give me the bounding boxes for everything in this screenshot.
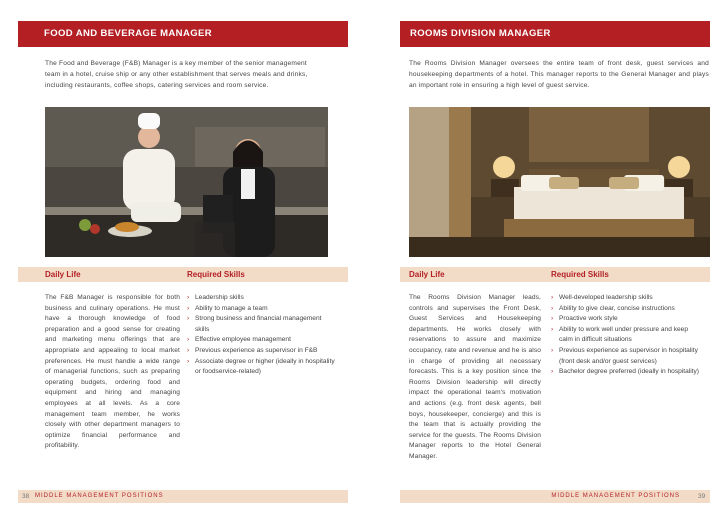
right-required-skills-heading: Required Skills	[551, 270, 609, 279]
skill-item: › Ability to give clear, concise instructions	[551, 304, 701, 315]
skill-item: › Proactive work style	[551, 314, 701, 325]
right-daily-life-band	[400, 267, 546, 282]
right-daily-life-text: The Rooms Division Manager leads, controls and supervises the Front Desk, Guest Services and Housekeeping departments. He works closely with reservations to assure and maximize occupancy, rate and revenue and he is also in charge of providing all necessary forecasts. This is a key position since the Rooms Division leadership will directly impact the operational team's motivation and actions (e.g. front desk agents, bell boys, housekeeper, concierge) and this is the team that is actually providing the service for the guests. The Rooms Division Manager reports to the Hotel General Manager.	[409, 294, 541, 460]
left-required-skills-heading: Required Skills	[187, 270, 245, 279]
skill-item: › Leadership skills	[187, 293, 337, 304]
skill-item: › Associate degree or higher (ideally in hospitality or foodservice-related)	[187, 357, 337, 378]
left-intro-line: The Food and Beverage (F&B) Manager is a key member of the senior management	[45, 60, 307, 67]
skill-item: › Strong business and financial management skills	[187, 314, 337, 335]
left-page-title: FOOD AND BEVERAGE MANAGER	[44, 28, 212, 39]
left-required-skills-band	[182, 267, 348, 282]
hotel-room-photo	[409, 107, 710, 257]
skill-item: › Effective employee management	[187, 335, 337, 346]
right-page-title: ROOMS DIVISION MANAGER	[410, 28, 551, 39]
left-daily-life-text: The F&B Manager is responsible for both business and culinary operations. He must have a thorough knowledge of food preparation and a good sense for creating and marketing menu offerings that are appropriate and appealing to local market preferences. He must handle a wide range of managerial functions, such as preparing operating budgets, ordering food and equipment and hiring and managing employees at all levels. As a core management team member, he works closely with other department managers to optimize financial performance and profitability.	[45, 294, 180, 450]
skill-item: › Well-developed leadership skills	[551, 293, 701, 304]
left-skills-list	[187, 293, 337, 378]
right-footer-label: MIDDLE MANAGEMENT POSITIONS	[551, 493, 680, 499]
kitchen-scene-illustration	[45, 107, 328, 257]
left-intro	[45, 58, 335, 91]
right-daily-life-heading: Daily Life	[409, 270, 445, 279]
left-intro-line: team in a hotel, cruise ship or any other establishment that serves meals and drinks,	[45, 71, 308, 78]
right-footer-bar	[400, 490, 710, 503]
left-intro-line: including restaurants, coffee shops, catering services and room service.	[45, 82, 269, 89]
right-required-skills-band	[546, 267, 710, 282]
left-footer-label: MIDDLE MANAGEMENT POSITIONS	[35, 493, 164, 499]
left-header-bar	[18, 21, 348, 47]
left-daily-life-heading: Daily Life	[45, 270, 81, 279]
right-intro: The Rooms Division Manager oversees the entire team of front desk, guest services and housekeeping departments of a hotel. This manager reports to the General Manager and plays an important role in ensuring a high level of guest service.	[409, 60, 709, 89]
hotel-bedroom-illustration	[409, 107, 710, 257]
left-page-number: 38	[22, 493, 30, 500]
skill-item: › Previous experience as supervisor in hospitality (front desk and/or guest services)	[551, 346, 701, 367]
skill-item: › Ability to work well under pressure and keep calm in difficult situations	[551, 325, 701, 346]
left-daily-life-band	[18, 267, 182, 282]
skill-item: › Previous experience as supervisor in F&B	[187, 346, 337, 357]
right-skills-list	[551, 293, 701, 378]
chef-and-manager-photo	[45, 107, 328, 257]
skill-item: › Bachelor degree preferred (ideally in hospitality)	[551, 367, 701, 378]
right-page-number: 39	[698, 493, 706, 500]
right-header-bar	[400, 21, 710, 47]
skill-item: › Ability to manage a team	[187, 304, 337, 315]
left-footer-bar	[18, 490, 348, 503]
